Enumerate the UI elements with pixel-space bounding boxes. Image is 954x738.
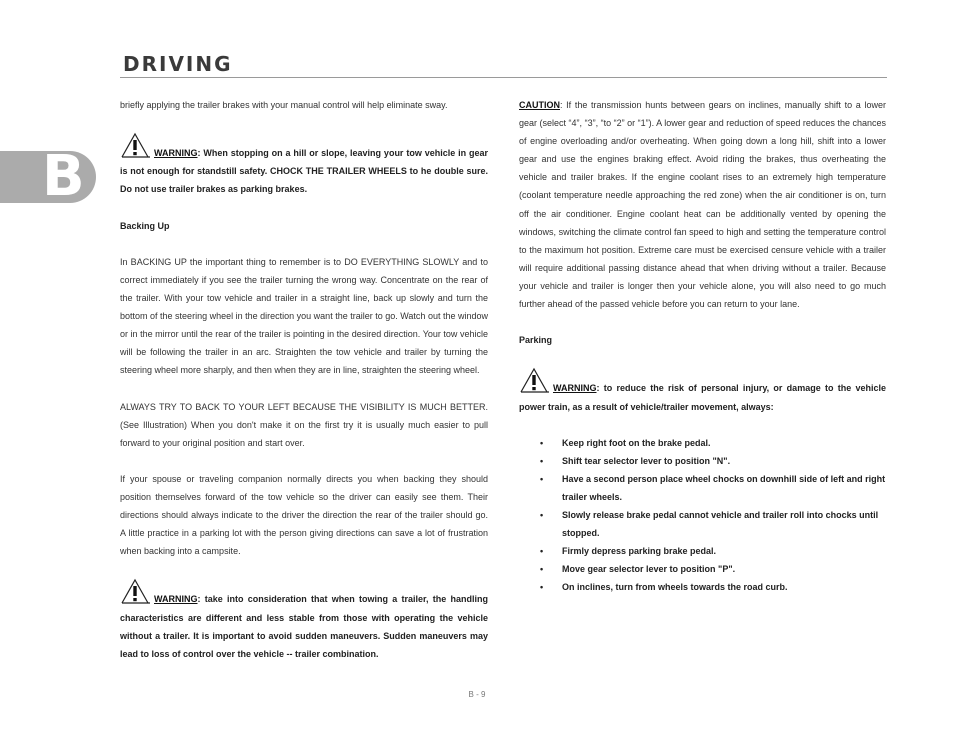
warning-icon: [519, 367, 549, 393]
list-item: • Slowly release brake pedal cannot vehicle and trailer roll into chocks until stopped.: [540, 510, 879, 539]
section-tab-letter: B: [42, 144, 85, 209]
warning-icon: [120, 578, 150, 604]
left-column: [120, 96, 488, 663]
warning-label: WARNING: [154, 148, 198, 159]
list-item: • On inclines, turn from wheels towards the road curb.: [540, 582, 788, 593]
caution-text: : If the transmission hunts between gears on inclines, manually shift to a lower gear (select “4”, “3”, “to “2” or “1”). A lower gear and reduction of speed reduces the chances of engine overloading and/or overheating. When going down a long hill, shift into a lower gear and use the engines braking effect. Avoid riding the brakes, thus overheating the vehicle and trailer brakes. If the engine coolant rises to an extremely high temperature (coolant temperature needle approaching the red zone) when the air conditioner is on, turn off the air conditioner. Engine coolant heat can be additionally vented by opening the windows, switching the climate control fan speed to high and setting the temperature control to the maximum hot position. Extreme care must be exercised censure vehicle with a trailer will require additional passing distance ahead that when driving without a trailer. Because your vehicle and trailer is longer then your vehicle alone, you will also need to go much further ahead of the passed vehicle before you can return to your lane.: [519, 100, 886, 310]
warning-label: WARNING: [154, 594, 198, 605]
list-item: • Keep right foot on the brake pedal.: [540, 437, 711, 448]
right-column: [519, 96, 886, 597]
backing-up-heading: Backing Up: [120, 220, 170, 231]
list-item: • Have a second person place wheel chocks on downhill side of left and right trailer wheels.: [540, 473, 886, 502]
parking-steps-list: [519, 434, 886, 597]
list-item: • Firmly depress parking brake pedal.: [540, 546, 717, 557]
page-title: DRIVING: [123, 52, 233, 76]
warning-parking-block: [519, 367, 886, 415]
list-item: • Move gear selector lever to position "P".: [540, 564, 736, 575]
backing-paragraph-1: In BACKING UP the important thing to remember is to DO EVERYTHING SLOWLY and to correct immediately if you see the trailer turning the wrong way. Concentrate on the rear of the trailer. With your tow vehicle and trailer in a straight line, back up slowly and turn the bottom of the steering wheel in the direction you want the trailer to go. Watch out the window or in the mirror until the rear of the trailer is pointing in the desired direction. Your tow vehicle will be following the trailer in an arc. Straighten the tow vehicle and trailer by turning the steering wheel more sharply, and then when they are in line, straighten the steering wheel.: [120, 256, 488, 376]
warning-hill-text: : When stopping on a hill or slope, leaving your tow vehicle in gear is not enough for standstill safety. CHOCK THE TRAILER WHEELS to he double sure. Do not use trailer brakes as parking brakes.: [120, 148, 488, 195]
warning-hill-block: [120, 132, 488, 198]
page-number: B - 9: [468, 690, 486, 699]
section-tab: [0, 144, 96, 209]
caution-label: CAUTION: [519, 100, 560, 110]
intro-paragraph: briefly applying the trailer brakes with your manual control will help eliminate sway.: [120, 100, 448, 110]
warning-handling-text: : take into consideration that when towing a trailer, the handling characteristics are different and less stable from those with operating the vehicle without a trailer. It is important to avoid sudden maneuvers. Sudden maneuvers may lead to loss of control over the vehicle -- trailer combination.: [120, 594, 488, 659]
warning-icon: [120, 132, 150, 158]
parking-heading: Parking: [519, 335, 553, 346]
warning-parking-text: : to reduce the risk of personal injury, or damage to the vehicle power train, as a result of vehicle/trailer movement, always:: [519, 383, 886, 412]
header-divider: [120, 77, 887, 78]
list-item: • Shift tear selector lever to position "N".: [540, 455, 731, 466]
backing-paragraph-3: If your spouse or traveling companion normally directs you when backing they should position themselves forward of the tow vehicle so the driver can easily see them. Their directions should always indicate to the driver the direction the rear of the trailer should go. A little practice in a parking lot with the person giving directions can save a lot of frustration when backing into a campsite.: [120, 473, 488, 557]
caution-block: [519, 96, 886, 313]
warning-label: WARNING: [553, 383, 597, 394]
backing-paragraph-2: ALWAYS TRY TO BACK TO YOUR LEFT BECAUSE THE VISIBILITY IS MUCH BETTER. (See Illustration) When you don't make it on the first try it is usually much easier to pull forward to your original position and start over.: [120, 401, 488, 448]
warning-handling-block: [120, 578, 488, 662]
